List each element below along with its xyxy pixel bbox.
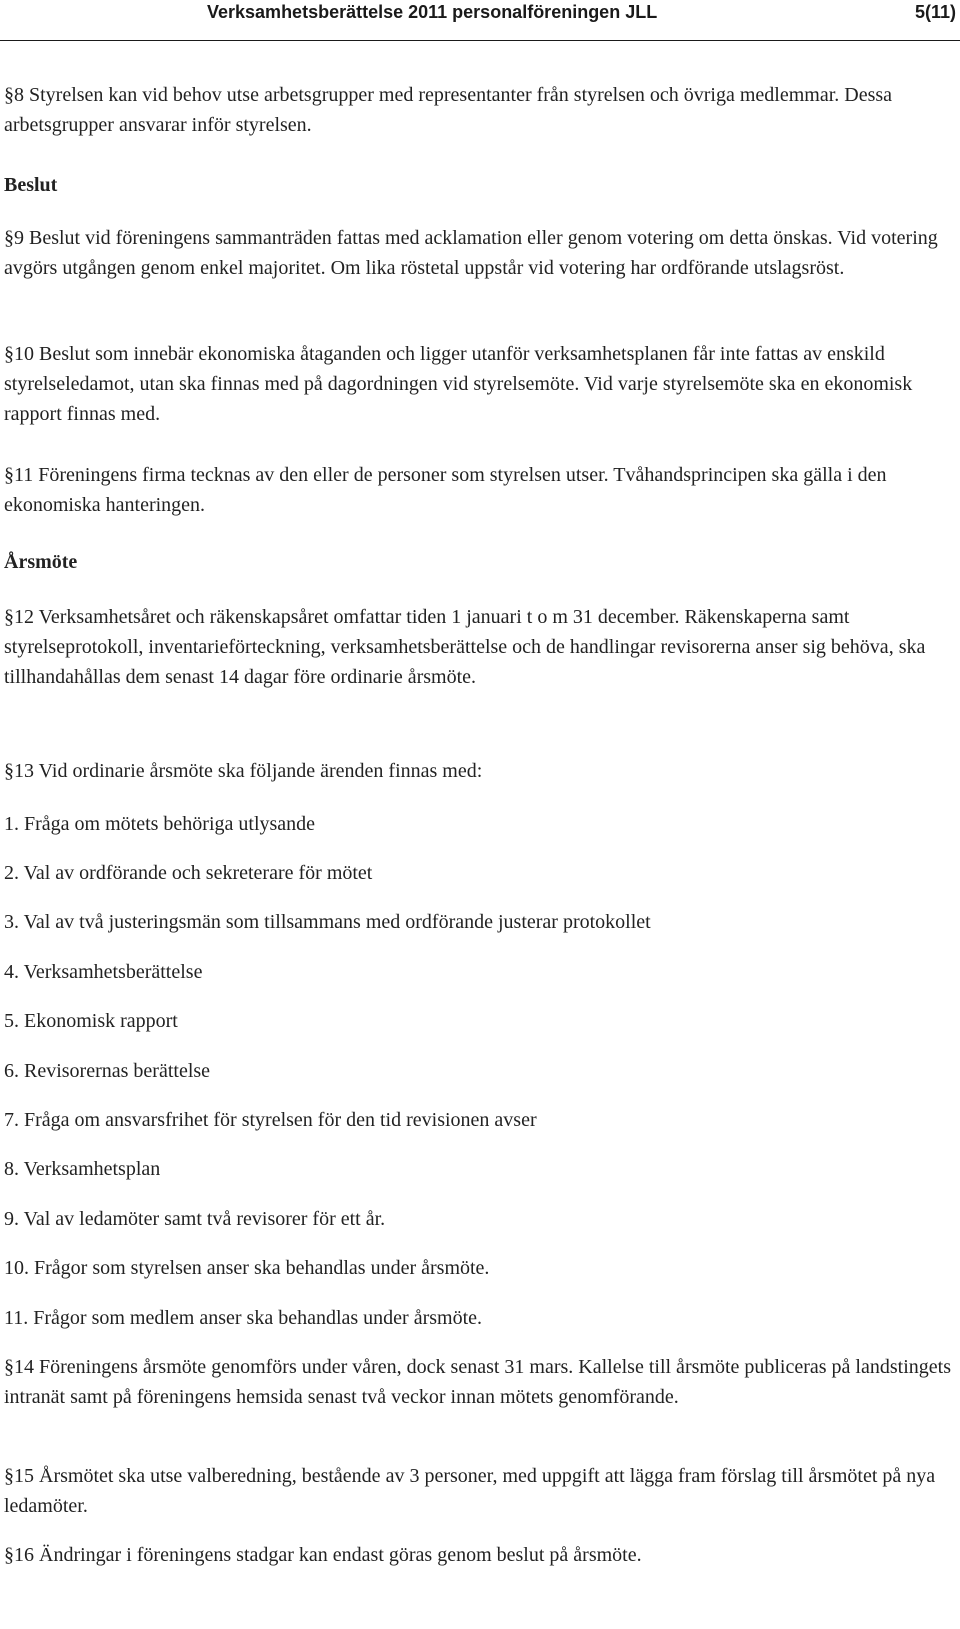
agenda-item: 5. Ekonomisk rapport <box>4 1010 178 1032</box>
agenda-item: 11. Frågor som medlem anser ska behandlas under årsmöte. <box>4 1307 483 1329</box>
paragraph-8: §8 Styrelsen kan vid behov utse arbetsgrupper med representanter från styrelsen och övriga medlemmar. Dessa arbetsgrupper ansvarar inför styrelsen. <box>4 84 893 136</box>
paragraph-10: §10 Beslut som innebär ekonomiska åtaganden och ligger utanför verksamhetsplanen får inte fattas av enskild styrelseledamot, utan ska finnas med på dagordningen vid styrelsemöte. Vid varje styrelsemöte ska en ekonomisk rapport finnas med. <box>4 343 913 425</box>
heading-beslut: Beslut <box>4 174 58 196</box>
agenda-item: 7. Fråga om ansvarsfrihet för styrelsen för den tid revisionen avser <box>4 1109 537 1131</box>
paragraph-13: §13 Vid ordinarie årsmöte ska följande ärenden finnas med: <box>4 760 483 782</box>
agenda-item: 6. Revisorernas berättelse <box>4 1060 211 1082</box>
heading-arsmote: Årsmöte <box>4 551 78 573</box>
page-header <box>0 0 960 30</box>
paragraph-9: §9 Beslut vid föreningens sammanträden fattas med acklamation eller genom votering om detta önskas. Vid votering avgörs utgången genom enkel majoritet. Om lika röstetal uppstår vid votering har ordförande utslagsröst. <box>4 227 938 279</box>
agenda-item: 4. Verksamhetsberättelse <box>4 961 203 983</box>
header-divider <box>0 40 960 41</box>
agenda-item: 9. Val av ledamöter samt två revisorer för ett år. <box>4 1208 386 1230</box>
agenda-item: 2. Val av ordförande och sekreterare för mötet <box>4 862 373 884</box>
agenda-item: 8. Verksamhetsplan <box>4 1158 161 1180</box>
agenda-item: 1. Fråga om mötets behöriga utlysande <box>4 813 316 835</box>
agenda-item: 3. Val av två justeringsmän som tillsammans med ordförande justerar protokollet <box>4 911 651 933</box>
paragraph-15: §15 Årsmötet ska utse valberedning, bestående av 3 personer, med uppgift att lägga fram förslag till årsmötet på nya ledamöter. <box>4 1465 936 1517</box>
agenda-item: 10. Frågor som styrelsen anser ska behandlas under årsmöte. <box>4 1257 490 1279</box>
paragraph-11: §11 Föreningens firma tecknas av den eller de personer som styrelsen utser. Tvåhandsprincipen ska gälla i den ekonomiska hanteringen. <box>4 464 887 516</box>
paragraph-12: §12 Verksamhetsåret och räkenskapsåret omfattar tiden 1 januari t o m 31 december. Räkenskaperna samt styrelseprotokoll, inventarieförteckning, verksamhetsberättelse och de handlingar revisorerna anser sig behöva, ska tillhandahållas dem senast 14 dagar före ordinarie årsmöte. <box>4 606 926 688</box>
paragraph-14: §14 Föreningens årsmöte genomförs under våren, dock senast 31 mars. Kallelse till årsmöte publiceras på landstingets intranät samt på föreningens hemsida senast två veckor innan mötets genomförande. <box>4 1356 951 1408</box>
document-title: Verksamhetsberättelse 2011 personalföreningen JLL <box>207 2 658 22</box>
page-number: 5(11) <box>914 2 956 22</box>
paragraph-16: §16 Ändringar i föreningens stadgar kan endast göras genom beslut på årsmöte. <box>4 1544 642 1566</box>
